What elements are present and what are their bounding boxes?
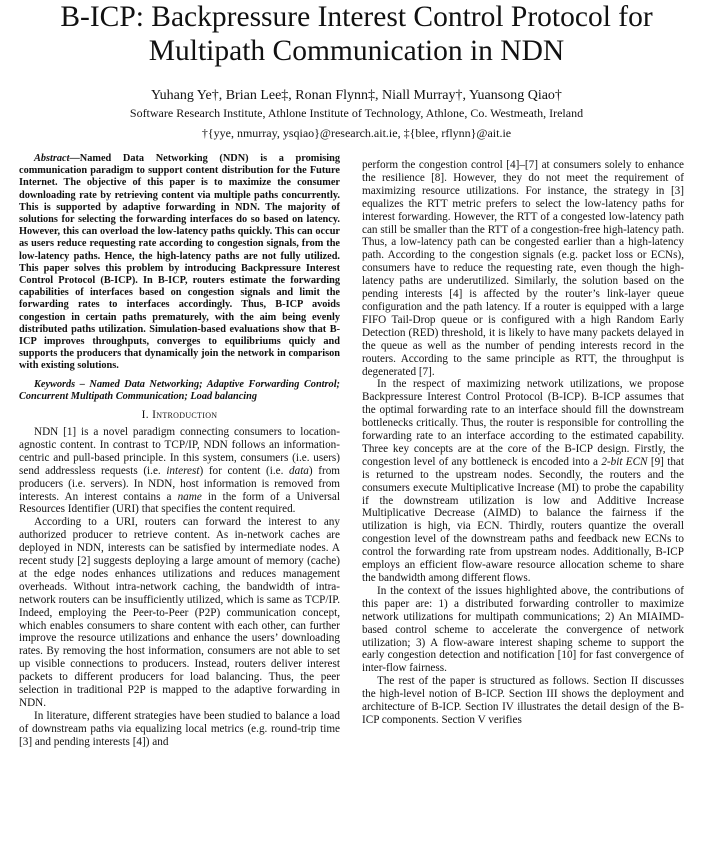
intro-paragraph-5: In the context of the issues highlighted above, the contributions of this paper are: 1) a distributed forwarding controller to maximize network utilizations for multipath communications; 2) An MIAIMD-based control scheme to accelerate the convergence of network utilization; 3) A flow-aware interest shaping scheme to support the early congestion detection and notification [10] for fast convergence of inter-flow fairness.	[362, 584, 684, 675]
section-title: Introduction	[152, 409, 218, 422]
term-interest: interest	[166, 464, 200, 477]
author-emails: †{yye, nmurray, ysqiao}@research.ait.ie, ‡{blee, rflynn}@ait.ie	[201, 126, 512, 140]
intro-paragraph-6: The rest of the paper is structured as follows. Section II discusses the high-level notion of B-ICP. Section III shows the deployment and architecture of B-ICP. Section IV illustrates the detail design of the B-ICP components. Section V verifies	[362, 675, 684, 726]
keywords: Keywords – Named Data Networking; Adaptive Forwarding Control; Concurrent Multipath Communication; Load balancing	[19, 378, 340, 402]
intro-paragraph-3-cont: perform the congestion control [4]–[7] at consumers solely to enhance the resilience [8]. However, they do not meet the requirement of maximizing resource utilizations. For instance, the strategy in [3] equalizes the RTT metric prefers to select the low-latency paths for interest forwarding. However, the RTT of a congested low-latency path can still be smaller than the RTT of a congestion-free high-latency path. Thus, a low-latency path can be congested earlier than a high-latency path. According to the congestion signals (e.g. packet loss or ECNs), consumers have to reduce the requesting rate, even though the high-latency paths are underutilized. Similarly, the solution based on the pending interests [4] is affected by the router’s link-layer queue configuration and the path latency. If a router is equipped with a large FIFO Tail-Drop queue or is configured with a high Random Early Detection (RED) threshold, it is likely to have many packets delayed in the queue as well as the number of pending interests record in the routers. According to the same principle as RTT, the throughput is degenerated [7].	[362, 159, 684, 378]
abstract-text: —Named Data Networking (NDN) is a promising communication paradigm to support content distribution for the Future Internet. The objective of this paper is to maximize the consumer downloading rate by retrieving content via multiple paths concurrently. This is supported by adaptive forwarding in NDN. The majority of solutions for selecting the forwarding interfaces do so based on latency. However, this can overload the low-latency paths quickly. This can occur as users reduce requesting rate according to congestion signals, from the low-latency paths. Hence, the high-latency paths are not fully utilized. This paper solves this problem by introducing Backpressure Interest Control Protocol (B-ICP). In B-ICP, routers estimate the forwarding capabilities of interfaces based on congestion signals and limit the forwarding rates to interfaces accordingly. Thus, B-ICP avoids congestion in certain paths prematurely, with the aim being evenly distributed paths utilization. Simulation-based evaluations show that B-ICP improves throughputs, converges to equilibriums quicly and supports the producers that dynamically join the network in comparison with existing solutions.	[19, 153, 340, 372]
abstract	[19, 153, 340, 373]
text-run: In the respect of maximizing network utilizations, we propose Backpressure Interest Control Protocol (B-ICP). B-ICP assumes that the optimal forwarding rate to an interface should fill the downstream bottlenecks critically. Thus, the router is responsible for controlling the forwarding rate to an interface according to the estimated capability. Three key concepts are at the core of the B-ICP design. Firstly, the congestion level of any bottleneck is encoded into a	[362, 378, 684, 468]
term-data: data	[289, 464, 309, 477]
section-number: I.	[141, 409, 149, 422]
title-line-1: B-ICP: Backpressure Interest Control Protocol for	[60, 1, 653, 33]
abstract-lead: Abstract	[34, 153, 70, 164]
term-2bit-ecn: 2-bit ECN	[601, 455, 648, 468]
affiliation: Software Research Institute, Athlone Institute of Technology, Athlone, Co. Westmeath, Ireland	[129, 106, 584, 120]
text-run: NDN [1] is a novel paradigm connecting consumers to location-agnostic content. In contrast to TCP/IP, NDN follows an information-centric and pull-based principle. In this system, consumers (i.e. users) send addressless requests (i.e.	[19, 425, 340, 477]
paper-title	[20, 0, 693, 68]
term-name: name	[177, 490, 202, 503]
text-run: in the form of a Universal Resources Identifier (URI) that specifies the content required.	[19, 490, 340, 516]
text-run: [9] that is returned to the upstream nodes. Secondly, the routers and the consumers execute Multiplicative Increase (MI) to probe the capability if the downstream utilization is low and Additive Increase Multiplicative Decrease (AIMD) to balance the fairness if the utilization is high, via ECN. Thirdly, routers quantize the overall congestion level of the downstream paths and feedback new ECNs to control the forwarding rate from upstream nodes. Additionally, B-ICP employs an efficient flow-aware resource allocation scheme to share the bandwidth among different flows.	[362, 455, 685, 584]
left-column	[19, 153, 340, 749]
section-heading-introduction	[19, 409, 340, 422]
intro-paragraph-1	[19, 426, 340, 516]
text-run: ) for content (i.e.	[199, 464, 290, 477]
author-list: Yuhang Ye†, Brian Lee‡, Ronan Flynn‡, Niall Murray†, Yuansong Qiao†	[151, 88, 562, 103]
intro-paragraph-3: In literature, different strategies have been studied to balance a load of downstream paths via equalizing local metrics (e.g. round-trip time [3] and pending interests [4]) and	[19, 709, 340, 748]
right-column	[362, 159, 684, 727]
intro-paragraph-4	[362, 378, 684, 585]
title-line-2: Multipath Communication in NDN	[148, 35, 565, 67]
intro-paragraph-2: According to a URI, routers can forward the interest to any authorized producer to retrieve content. As in-network caches are deployed in NDN, interests can be satisfied by intermediate nodes. A recent study [2] suggests deploying a large amount of memory (cache) at the edge nodes enhances utilizations and reduces management overheads. Without intra-network caching, the bandwidth of intra-network routers can be insufficiently utilized, which is same as TCP/IP. Indeed, employing the Peer-to-Peer (P2P) communication concept, which enables consumers to share content with each other, can further improve the resource utilizations and enhance the users’ downloading rates. By removing the host information, consumers are not able to set up visible connections to producers. Instead, routers deliver interest packets to different producers for load balancing. Thus, the peer selection in traditional P2P is mapped to the adaptive forwarding in NDN.	[19, 516, 340, 709]
text-run: ) from producers (i.e. servers). In NDN, host information is removed from interests. An interest contains a	[19, 464, 340, 503]
